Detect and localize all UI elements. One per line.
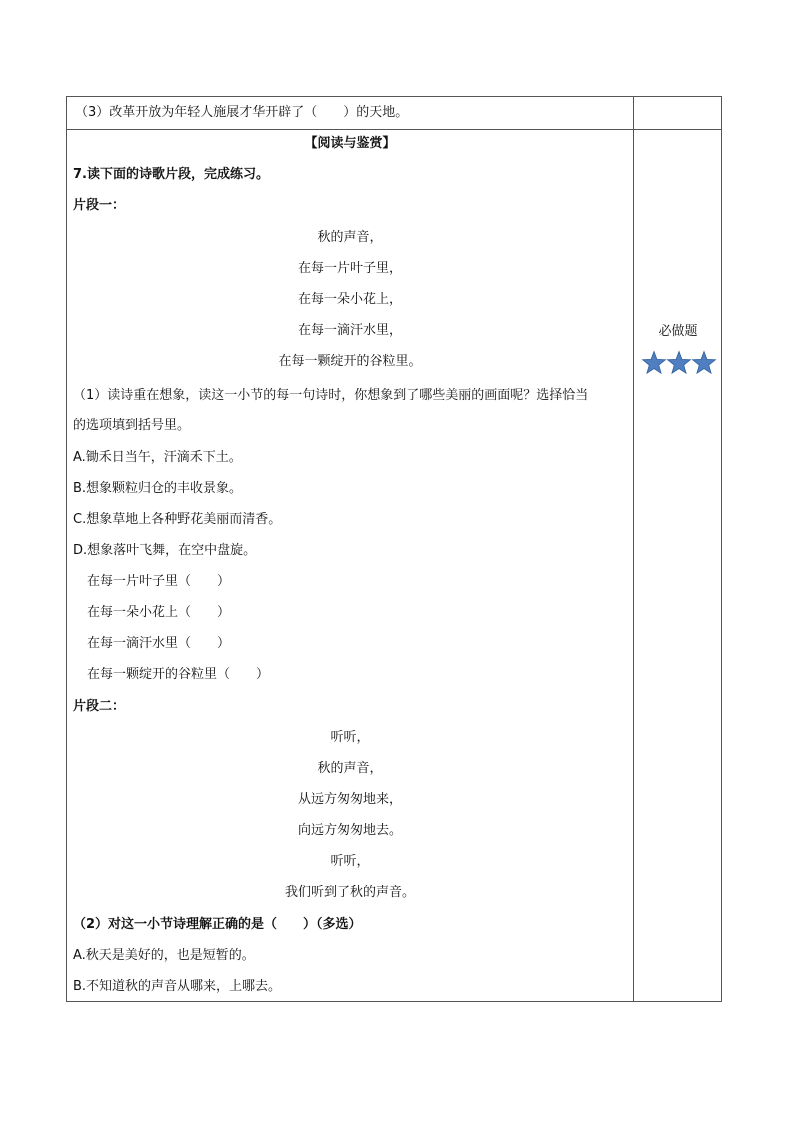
q2-prompt: （2）对这一小节诗理解正确的是（ ）（多选） (73, 917, 362, 932)
q1-option-c: C.想象草地上各种野花美丽而清香。 (73, 512, 282, 527)
exercise-table (66, 96, 722, 1002)
section-title: 【阅读与鉴赏】 (304, 136, 396, 151)
fragment-1-label: 片段一： (73, 198, 126, 213)
q1-blank-2: 在每一朵小花上（ ） (87, 605, 231, 620)
poem2-line-4: 向远方匆匆地去。 (297, 823, 402, 838)
poem2-line-2: 秋的声音， (317, 761, 383, 776)
row-divider (67, 129, 721, 130)
poem1-line-3: 在每一朵小花上， (297, 292, 402, 307)
previous-question-line: （3）改革开放为年轻人施展才华开辟了（ ）的天地。 (75, 105, 409, 120)
star-icon (643, 352, 666, 374)
poem1-line-5: 在每一颗绽开的谷粒里。 (278, 354, 422, 369)
star-icon (693, 352, 716, 374)
poem2-line-6: 我们听到了秋的声音。 (284, 885, 415, 900)
fragment-2-label: 片段二： (73, 699, 126, 714)
q2-option-a: A.秋天是美好的，也是短暂的。 (73, 948, 255, 963)
poem1-line-1: 秋的声音， (317, 230, 383, 245)
poem2-line-5: 听听， (330, 854, 370, 869)
q1-option-a: A.锄禾日当午，汗滴禾下土。 (73, 450, 242, 465)
q1-blank-4: 在每一颗绽开的谷粒里（ ） (87, 667, 270, 682)
q1-blank-1: 在每一片叶子里（ ） (87, 574, 231, 589)
q2-option-b: B.不知道秋的声音从哪来，上哪去。 (73, 979, 282, 994)
column-divider (633, 97, 634, 1001)
poem1-line-4: 在每一滴汗水里， (297, 323, 402, 338)
required-label: 必做题 (658, 324, 698, 339)
question-7-title: 7.读下面的诗歌片段，完成练习。 (73, 167, 269, 182)
difficulty-stars (641, 350, 717, 376)
q1-prompt-line-1: （1）读诗重在想象，读这一小节的每一句诗时，你想象到了哪些美丽的画面呢？选择恰当 (73, 388, 589, 403)
q1-blank-3: 在每一滴汗水里（ ） (87, 636, 231, 651)
poem2-line-3: 从远方匆匆地来， (297, 792, 402, 807)
q1-option-d: D.想象落叶飞舞，在空中盘旋。 (73, 543, 257, 558)
poem1-line-2: 在每一片叶子里， (297, 261, 402, 276)
q1-prompt-line-2: 的选项填到括号里。 (73, 418, 191, 433)
poem2-line-1: 听听， (330, 730, 370, 745)
star-icon (668, 352, 691, 374)
q1-option-b: B.想象颗粒归仓的丰收景象。 (73, 481, 243, 496)
